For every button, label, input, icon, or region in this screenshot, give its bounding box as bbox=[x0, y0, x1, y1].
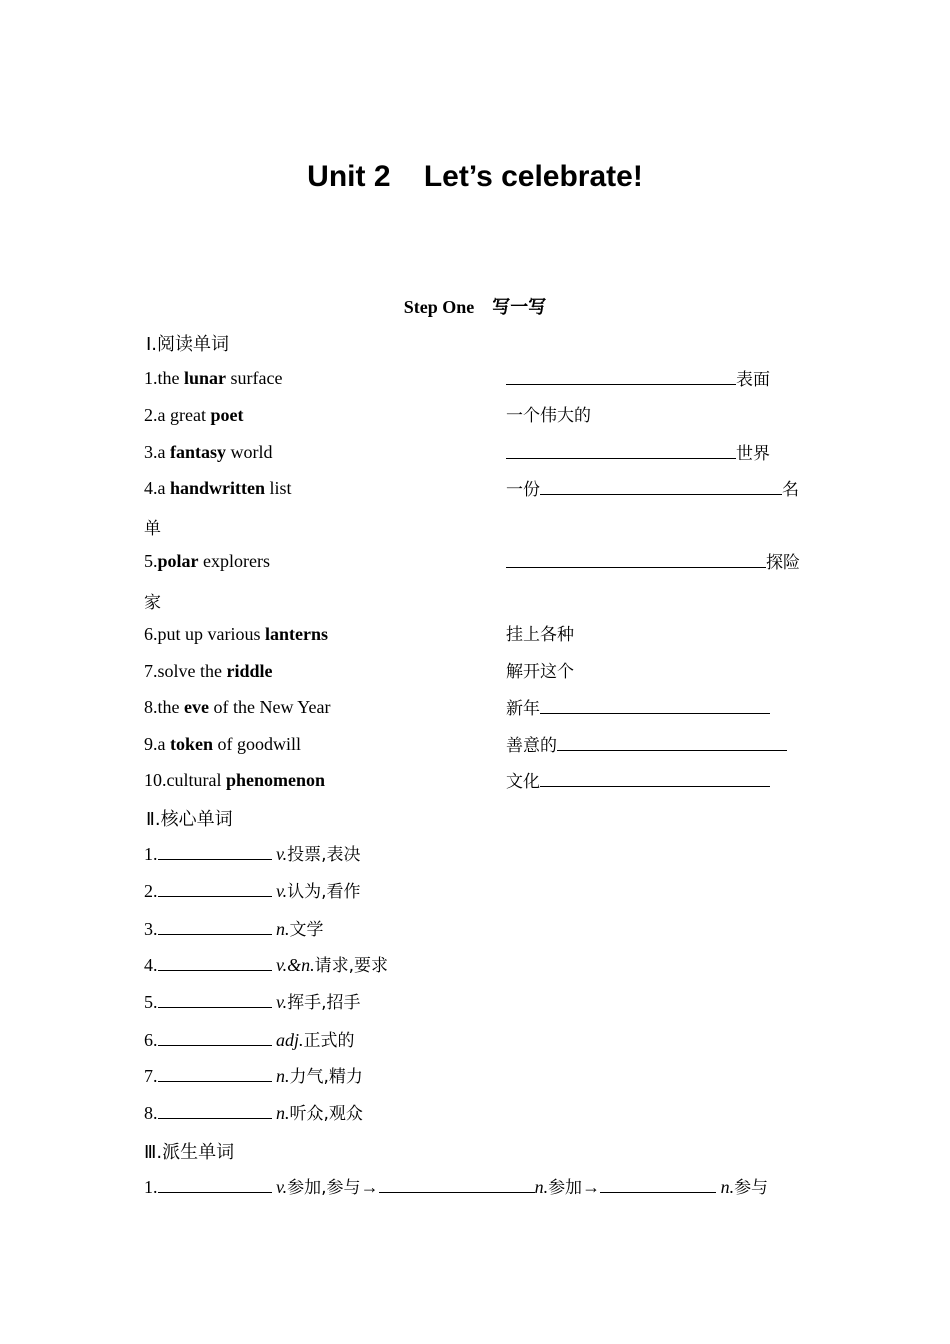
answer-blank[interactable] bbox=[379, 1175, 535, 1193]
reading-answer-9: 善意的 bbox=[506, 733, 787, 757]
reading-item-7: 7.solve the riddle bbox=[144, 661, 273, 681]
answer-blank[interactable] bbox=[158, 1175, 272, 1193]
answer-blank[interactable] bbox=[506, 441, 736, 459]
reading-item-1: 1.the lunar surface bbox=[144, 368, 283, 388]
section-heading-reading: Ⅰ.阅读单词 bbox=[146, 334, 230, 355]
reading-answer-3: 世界 bbox=[506, 441, 770, 465]
answer-blank[interactable] bbox=[158, 842, 272, 860]
answer-blank[interactable] bbox=[506, 550, 766, 568]
core-item-8: 8. n.听众,观众 bbox=[144, 1103, 363, 1124]
reading-continuation-4: 单 bbox=[144, 519, 161, 539]
reading-answer-4: 一份 名 bbox=[506, 477, 799, 501]
answer-blank[interactable] bbox=[557, 733, 787, 751]
reading-item-4: 4.a handwritten list bbox=[144, 478, 292, 498]
derived-item-1: 1. v.参加,参与→ n.参加→ n.参与 bbox=[144, 1177, 769, 1198]
reading-answer-1: 表面 bbox=[506, 367, 770, 391]
answer-blank[interactable] bbox=[158, 1028, 272, 1046]
reading-item-8: 8.the eve of the New Year bbox=[144, 697, 331, 717]
reading-answer-7: 解开这个 bbox=[506, 662, 574, 682]
answer-blank[interactable] bbox=[600, 1175, 716, 1193]
core-item-3: 3. n.文学 bbox=[144, 919, 324, 940]
answer-blank[interactable] bbox=[158, 917, 272, 935]
reading-answer-5: 探险 bbox=[506, 550, 800, 574]
answer-blank[interactable] bbox=[540, 696, 770, 714]
core-item-2: 2. v.认为,看作 bbox=[144, 881, 361, 902]
reading-item-5: 5.polar explorers bbox=[144, 551, 270, 571]
reading-continuation-5: 家 bbox=[144, 593, 161, 613]
reading-item-10: 10.cultural phenomenon bbox=[144, 770, 326, 790]
reading-answer-10: 文化 bbox=[506, 769, 770, 793]
core-item-5: 5. v.挥手,招手 bbox=[144, 992, 361, 1013]
reading-item-6: 6.put up various lanterns bbox=[144, 624, 328, 644]
answer-blank[interactable] bbox=[158, 1064, 272, 1082]
answer-blank[interactable] bbox=[158, 990, 272, 1008]
section-heading-core: Ⅱ.核心单词 bbox=[146, 809, 233, 830]
core-item-1: 1. v.投票,表决 bbox=[144, 844, 361, 865]
core-item-4: 4. v.&n.请求,要求 bbox=[144, 955, 389, 976]
answer-blank[interactable] bbox=[158, 953, 272, 971]
reading-item-3: 3.a fantasy world bbox=[144, 442, 273, 462]
reading-answer-2: 一个伟大的 bbox=[506, 406, 591, 426]
page-title: Unit 2 Let’s celebrate! bbox=[307, 160, 643, 193]
answer-blank[interactable] bbox=[158, 1101, 272, 1119]
reading-answer-8: 新年 bbox=[506, 696, 770, 720]
step-heading: Step One 写一写 bbox=[403, 297, 547, 317]
reading-answer-6: 挂上各种 bbox=[506, 625, 574, 645]
core-item-6: 6. adj.正式的 bbox=[144, 1030, 355, 1051]
answer-blank[interactable] bbox=[540, 769, 770, 787]
reading-item-2: 2.a great poet bbox=[144, 405, 244, 425]
answer-blank[interactable] bbox=[158, 879, 272, 897]
answer-blank[interactable] bbox=[506, 367, 736, 385]
reading-item-9: 9.a token of goodwill bbox=[144, 734, 302, 754]
answer-blank[interactable] bbox=[540, 477, 782, 495]
section-heading-derived: Ⅲ.派生单词 bbox=[144, 1142, 235, 1163]
core-item-7: 7. n.力气,精力 bbox=[144, 1066, 363, 1087]
